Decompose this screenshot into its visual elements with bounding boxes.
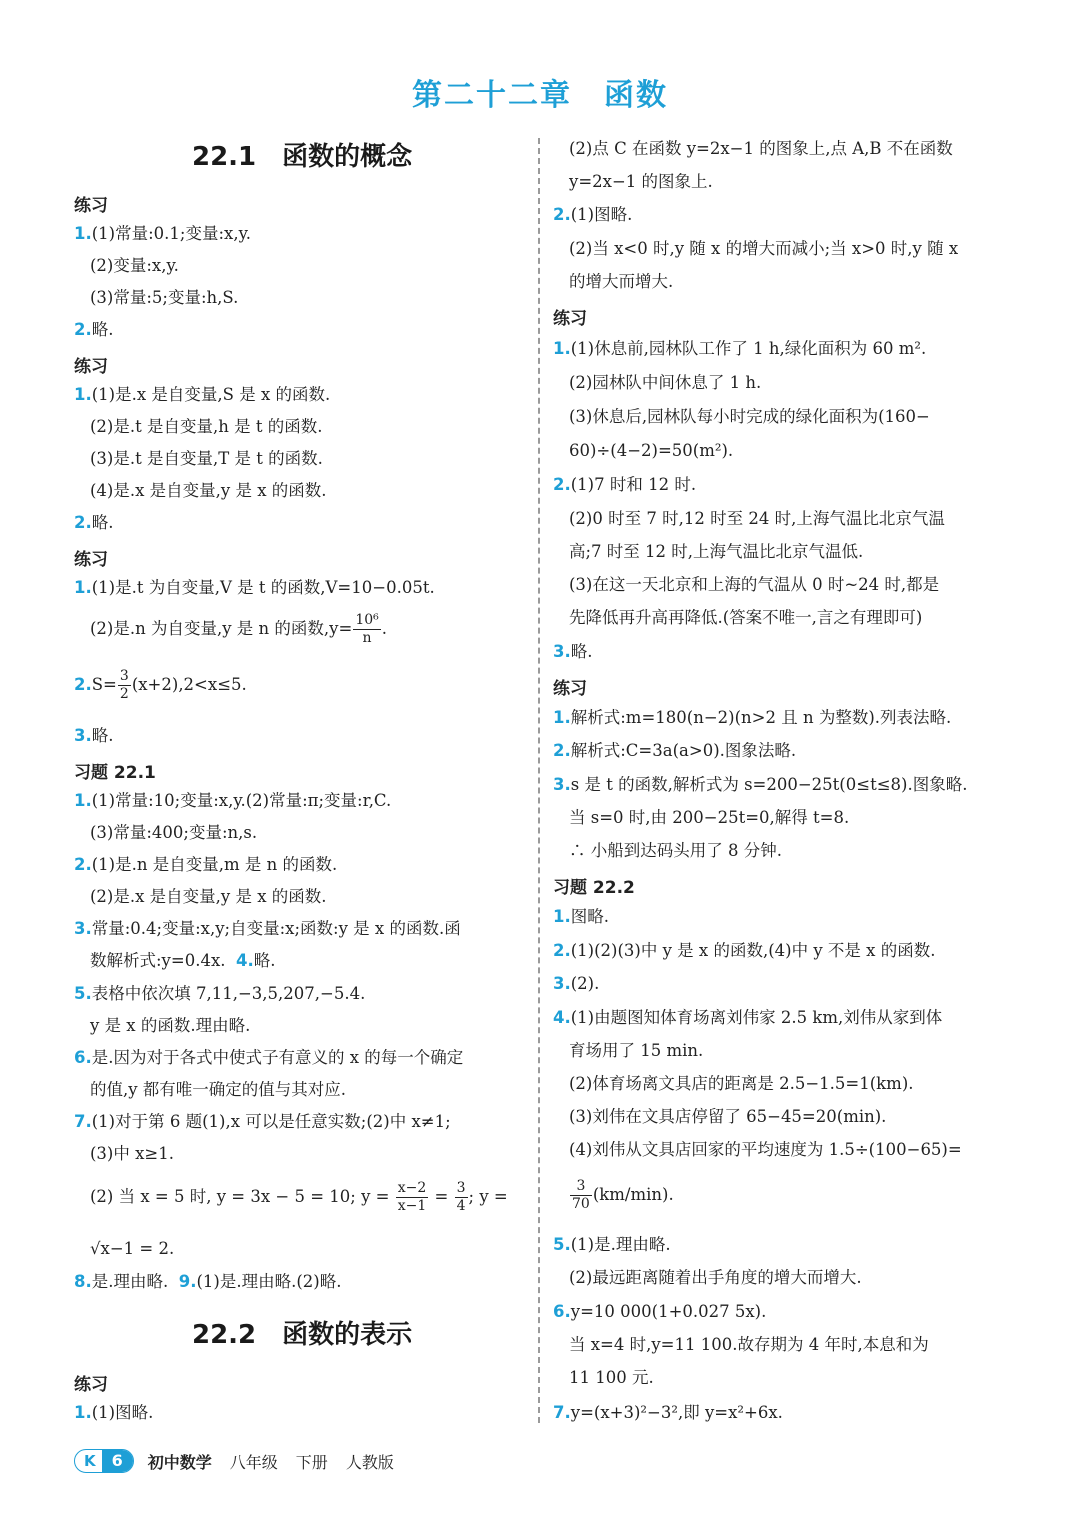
answer-text: (2)是.t 是自变量,h 是 t 的函数. xyxy=(90,417,323,436)
item-number: 5. xyxy=(74,984,92,1003)
answer-line xyxy=(553,473,696,497)
answer-line xyxy=(90,821,257,845)
item-number: 2. xyxy=(74,320,92,339)
answer-text: y=(x+3)²−3²,即 y=x²+6x. xyxy=(570,1403,783,1422)
answer-text: (2)点 C 在函数 y=2x−1 的图象上,点 A,B 不在函数 xyxy=(569,139,953,158)
item-number: 6. xyxy=(553,1302,571,1321)
answer-text: (2). xyxy=(570,974,600,993)
fraction-numerator: 3 xyxy=(570,1178,592,1196)
answer-line xyxy=(90,885,327,909)
answer-text: 略. xyxy=(253,951,276,970)
exercise-heading: 习题 22.1 xyxy=(74,763,156,783)
answer-text: 当 s=0 时,由 200−25t=0,解得 t=8. xyxy=(569,808,850,827)
answer-text: (x+2),2<x≤5. xyxy=(131,675,247,694)
answer-text: = xyxy=(429,1187,454,1206)
fraction-numerator: 10⁶ xyxy=(355,612,379,628)
answer-formula xyxy=(90,612,387,647)
item-number: 1. xyxy=(74,224,92,243)
item-number: 1. xyxy=(553,907,571,926)
answer-line xyxy=(569,237,958,261)
fraction xyxy=(353,612,380,647)
item-number: 1. xyxy=(74,1403,92,1422)
item-number: 1. xyxy=(74,791,92,810)
answer-text: (1)7 时和 12 时. xyxy=(570,475,697,494)
answer-line xyxy=(569,806,849,830)
answer-text: 解析式:C=3a(a>0).图象法略. xyxy=(570,741,797,760)
item-number: 2. xyxy=(74,513,92,532)
answer-line xyxy=(90,1237,174,1261)
answer-line xyxy=(74,383,330,407)
exercise-heading: 练习 xyxy=(74,357,108,377)
answer-line xyxy=(569,371,761,395)
answer-text: (2)最远距离随着出手角度的增大而增大. xyxy=(569,1268,862,1287)
answer-line xyxy=(553,1300,766,1324)
answer-line xyxy=(74,511,114,535)
column-divider xyxy=(538,138,540,1423)
page-footer xyxy=(74,1448,412,1474)
answer-line xyxy=(569,1138,962,1162)
fraction-denominator: 4 xyxy=(456,1198,466,1214)
item-number: 2. xyxy=(74,675,92,694)
fraction-denominator: n xyxy=(362,630,372,646)
answer-line xyxy=(553,739,796,763)
answer-line xyxy=(90,479,327,503)
answer-text: (2)0 时至 7 时,12 时至 24 时,上海气温比北京气温 xyxy=(569,509,945,528)
answer-text: 的值,y 都有唯一确定的值与其对应. xyxy=(90,1080,347,1099)
answer-line xyxy=(569,170,713,194)
answer-line xyxy=(569,1072,914,1096)
answer-line xyxy=(74,853,337,877)
fraction-numerator: 3 xyxy=(456,1180,466,1196)
item-number: 2. xyxy=(553,941,571,960)
answer-line xyxy=(553,203,632,227)
answer-text: (2) 当 x = 5 时, y = 3x − 5 = 10; y = xyxy=(90,1187,395,1206)
answer-line xyxy=(553,1401,783,1425)
answer-text: 解析式:m=180(n−2)(n>2 且 n 为整数).列表法略. xyxy=(570,708,952,727)
answer-formula xyxy=(74,668,247,703)
answer-text: ; y = xyxy=(468,1187,508,1206)
answer-text: 育场用了 15 min. xyxy=(569,1041,704,1060)
answer-text: 当 x=4 时,y=11 100.故存期为 4 年时,本息和为 xyxy=(569,1335,929,1354)
answer-text: (3)中 x≥1. xyxy=(90,1144,174,1163)
answer-line xyxy=(74,318,114,342)
answer-line xyxy=(74,222,251,246)
item-number: 1. xyxy=(553,708,571,727)
answer-text: (3)刘伟在文具店停留了 65−45=20(min). xyxy=(569,1107,887,1126)
answer-text: (2)是.x 是自变量,y 是 x 的函数. xyxy=(90,887,327,906)
answer-text: 略. xyxy=(570,642,593,661)
answer-text: 11 100 元. xyxy=(569,1368,654,1387)
answer-text: 的增大而增大. xyxy=(569,272,674,291)
answer-line xyxy=(90,1014,250,1038)
answer-line xyxy=(74,1046,463,1070)
item-number: 1. xyxy=(74,578,92,597)
answer-text: 是.理由略. xyxy=(91,1272,169,1291)
answer-line xyxy=(90,447,323,471)
item-number: 2. xyxy=(553,741,571,760)
answer-line xyxy=(569,606,922,630)
answer-line xyxy=(90,949,276,973)
fraction-denominator: 70 xyxy=(572,1196,590,1212)
section-name: 函数的表示 xyxy=(282,1320,413,1350)
answer-line xyxy=(553,337,926,361)
answer-text: 是.因为对于各式中使式子有意义的 x 的每一个确定 xyxy=(91,1048,464,1067)
answer-text: (2)变量:x,y. xyxy=(90,256,179,275)
fraction-numerator: 3 xyxy=(119,668,129,684)
answer-line xyxy=(569,405,930,429)
answer-text: (4)刘伟从文具店回家的平均速度为 1.5÷(100−65)= xyxy=(569,1140,962,1159)
answer-text: (1)是.t 为自变量,V 是 t 的函数,V=10−0.05t. xyxy=(91,578,435,597)
section-name: 函数的概念 xyxy=(282,142,413,172)
answer-text: y 是 x 的函数.理由略. xyxy=(90,1016,251,1035)
answer-line xyxy=(553,905,609,929)
answer-text: 图略. xyxy=(570,907,609,926)
answer-line xyxy=(569,540,863,564)
answer-formula xyxy=(569,1178,674,1213)
answer-line xyxy=(74,982,365,1006)
item-number: 9. xyxy=(178,1272,197,1291)
item-number: 3. xyxy=(553,775,571,794)
answer-text: (1)是.理由略.(2)略. xyxy=(196,1272,342,1291)
answer-text: (1)对于第 6 题(1),x 可以是任意实数;(2)中 x≠1; xyxy=(91,1112,451,1131)
answer-formula xyxy=(90,1180,508,1215)
answer-text: √x−1 = 2. xyxy=(90,1239,175,1258)
exercise-heading: 练习 xyxy=(74,1375,108,1395)
answer-line xyxy=(553,939,935,963)
answer-line xyxy=(569,1105,886,1129)
answer-line xyxy=(553,706,951,730)
section-number: 22.2 xyxy=(192,1320,257,1350)
item-number: 6. xyxy=(74,1048,92,1067)
answer-line xyxy=(569,270,673,294)
answer-line xyxy=(569,137,953,161)
fraction xyxy=(455,1180,468,1215)
fraction-denominator: 2 xyxy=(119,686,129,702)
item-number: 1. xyxy=(553,339,571,358)
answer-line xyxy=(74,789,391,813)
answer-line xyxy=(90,254,179,278)
answer-text: (km/min). xyxy=(592,1185,674,1204)
answer-text: (1)休息前,园林队工作了 1 h,绿化面积为 60 m². xyxy=(570,339,927,358)
answer-text: (2)体育场离文具店的距离是 2.5−1.5=1(km). xyxy=(569,1074,914,1093)
exercise-heading: 练习 xyxy=(553,309,587,329)
answer-line xyxy=(90,1142,174,1166)
answer-line xyxy=(90,286,238,310)
answer-line xyxy=(74,1401,153,1425)
answer-line xyxy=(553,1233,671,1257)
answer-line xyxy=(74,1270,341,1294)
fraction xyxy=(570,1178,592,1213)
item-number: 2. xyxy=(553,475,571,494)
section-title-22-1 xyxy=(192,136,412,173)
answer-text: y=10 000(1+0.027 5x). xyxy=(570,1302,767,1321)
volume-label: 下册 xyxy=(295,1452,328,1472)
chapter-title: 第二十二章 函数 xyxy=(412,78,668,113)
item-number: 8. xyxy=(74,1272,92,1291)
answer-text: 高;7 时至 12 时,上海气温比北京气温低. xyxy=(569,542,864,561)
badge-letter: K xyxy=(84,1452,96,1470)
exercise-heading: 练习 xyxy=(74,196,108,216)
answer-line xyxy=(553,1006,942,1030)
exercise-heading: 练习 xyxy=(74,550,108,570)
exercise-heading: 练习 xyxy=(553,679,587,699)
answer-text: (3)在这一天北京和上海的气温从 0 时~24 时,都是 xyxy=(569,575,940,594)
answer-text: 数解析式:y=0.4x. xyxy=(90,951,226,970)
answer-line xyxy=(569,1039,703,1063)
answer-line xyxy=(74,917,461,941)
answer-line xyxy=(569,439,733,463)
answer-text: 60)÷(4−2)=50(m²). xyxy=(569,441,734,460)
answer-line xyxy=(569,507,945,531)
answer-line xyxy=(569,839,782,863)
item-number: 7. xyxy=(553,1403,571,1422)
answer-text: y=2x−1 的图象上. xyxy=(569,172,713,191)
answer-line xyxy=(74,724,114,748)
item-number: 2. xyxy=(74,855,92,874)
item-number: 5. xyxy=(553,1235,571,1254)
answer-text: (1)(2)(3)中 y 是 x 的函数,(4)中 y 不是 x 的函数. xyxy=(570,941,936,960)
answer-text: (3)常量:400;变量:n,s. xyxy=(90,823,258,842)
book-title: 初中数学 xyxy=(147,1452,212,1472)
item-number: 2. xyxy=(553,205,571,224)
answer-text: (4)是.x 是自变量,y 是 x 的函数. xyxy=(90,481,327,500)
answer-text: (2)是.n 为自变量,y 是 n 的函数,y= xyxy=(90,619,353,638)
answer-line xyxy=(90,1078,346,1102)
answer-text: (1)是.理由略. xyxy=(570,1235,671,1254)
item-number: 1. xyxy=(74,385,92,404)
answer-text: 表格中依次填 7,11,−3,5,207,−5.4. xyxy=(91,984,366,1003)
answer-line xyxy=(90,415,322,439)
section-number: 22.1 xyxy=(192,142,257,172)
edition-label: 人教版 xyxy=(345,1452,394,1472)
answer-text: 常量:0.4;变量:x,y;自变量:x;函数:y 是 x 的函数.函 xyxy=(91,919,461,938)
item-number: 3. xyxy=(553,974,571,993)
answer-line xyxy=(569,1266,862,1290)
page-badge xyxy=(74,1449,134,1473)
answer-text: (1)是.x 是自变量,S 是 x 的函数. xyxy=(91,385,331,404)
answer-line xyxy=(74,1110,451,1134)
answer-text: (3)是.t 是自变量,T 是 t 的函数. xyxy=(90,449,323,468)
answer-line xyxy=(553,640,593,664)
answer-text: ∴ 小船到达码头用了 8 分钟. xyxy=(569,841,782,860)
fraction-denominator: x−1 xyxy=(397,1198,427,1214)
answer-text: . xyxy=(381,619,387,638)
answer-text: (1)常量:0.1;变量:x,y. xyxy=(91,224,251,243)
answer-line xyxy=(74,576,435,600)
answer-text: (3)休息后,园林队每小时完成的绿化面积为(160− xyxy=(569,407,930,426)
answer-text: (1)常量:10;变量:x,y.(2)常量:π;变量:r,C. xyxy=(91,791,392,810)
answer-text: (2)园林队中间休息了 1 h. xyxy=(569,373,762,392)
answer-text: 略. xyxy=(91,726,114,745)
item-number: 3. xyxy=(553,642,571,661)
answer-line xyxy=(569,1366,654,1390)
answer-line xyxy=(553,773,967,797)
fraction xyxy=(396,1180,429,1215)
answer-text: (1)是.n 是自变量,m 是 n 的函数. xyxy=(91,855,338,874)
fraction xyxy=(118,668,131,703)
answer-text: s 是 t 的函数,解析式为 s=200−25t(0≤t≤8).图象略. xyxy=(570,775,968,794)
item-number: 7. xyxy=(74,1112,92,1131)
item-number: 3. xyxy=(74,919,92,938)
answer-text: (2)当 x<0 时,y 随 x 的增大而减小;当 x>0 时,y 随 x xyxy=(569,239,959,258)
exercise-heading: 习题 22.2 xyxy=(553,878,635,898)
answer-line xyxy=(553,972,599,996)
answer-line xyxy=(569,1333,929,1357)
answer-text: 先降低再升高再降低.(答案不唯一,言之有理即可) xyxy=(569,608,923,627)
answer-text: 略. xyxy=(91,513,114,532)
answer-text: (3)常量:5;变量:h,S. xyxy=(90,288,239,307)
answer-text: 略. xyxy=(91,320,114,339)
grade-label: 八年级 xyxy=(229,1452,278,1472)
section-title-22-2 xyxy=(192,1314,412,1351)
answer-text: (1)由题图知体育场离刘伟家 2.5 km,刘伟从家到体 xyxy=(570,1008,943,1027)
answer-line xyxy=(569,573,939,597)
answer-text: S= xyxy=(91,675,117,694)
item-number: 4. xyxy=(236,951,254,970)
answer-text: (1)图略. xyxy=(91,1403,154,1422)
item-number: 3. xyxy=(74,726,92,745)
answer-text: (1)图略. xyxy=(570,205,633,224)
fraction-numerator: x−2 xyxy=(397,1180,427,1196)
item-number: 4. xyxy=(553,1008,571,1027)
page-number: 6 xyxy=(102,1450,133,1472)
